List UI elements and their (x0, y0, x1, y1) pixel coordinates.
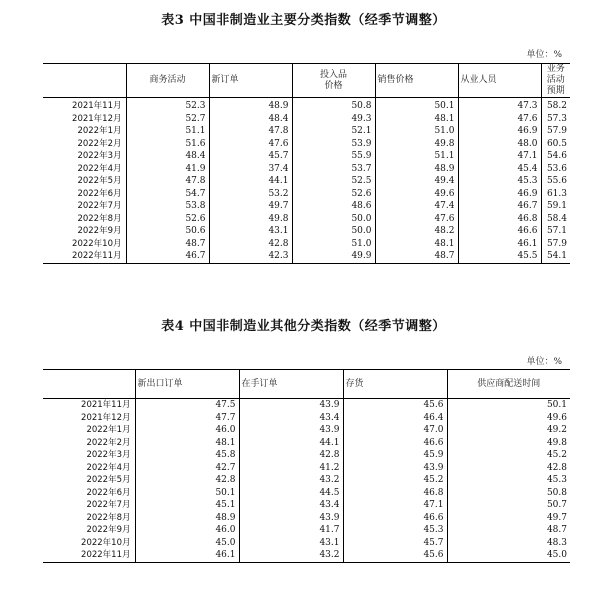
table-row (43, 98, 570, 113)
cell-value: 54.7 (126, 188, 209, 201)
cell-value: 47.8 (126, 175, 209, 188)
table4-col-header-4: 供应商配送时间 (447, 370, 570, 399)
row-month-label: 2022年1月 (77, 126, 122, 136)
cell-value: 45.6 (343, 399, 447, 412)
row-month-label: 2022年3月 (77, 151, 122, 161)
cell-value: 46.6 (343, 437, 447, 450)
cell-value: 52.7 (126, 113, 209, 126)
cell-value: 46.7 (458, 200, 541, 213)
table3-col-header-5: 从业人员 (458, 64, 541, 98)
row-month-label: 2022年11月 (81, 550, 131, 560)
cell-value: 42.8 (209, 238, 292, 251)
cell-value: 52.1 (292, 125, 375, 138)
cell-value: 44.1 (209, 175, 292, 188)
cell-value: 43.9 (239, 424, 343, 437)
cell-value: 52.6 (292, 188, 375, 201)
cell-value: 58.4 (541, 213, 570, 226)
cell-value: 48.1 (375, 113, 458, 126)
row-month-label: 2022年1月 (86, 425, 131, 435)
cell-value: 60.5 (541, 138, 570, 151)
cell-value: 47.7 (135, 412, 239, 425)
cell-value: 48.9 (209, 98, 292, 113)
table-row (43, 163, 570, 176)
cell-value: 55.9 (292, 150, 375, 163)
cell-value: 48.4 (126, 150, 209, 163)
cell-value: 49.8 (375, 138, 458, 151)
table4-title: 表4 中国非制造业其他分类指数（经季节调整） (161, 319, 446, 334)
cell-value: 46.6 (458, 225, 541, 238)
table3-unit: 单位：% (526, 50, 562, 60)
cell-value: 45.7 (343, 537, 447, 550)
cell-value: 46.8 (458, 213, 541, 226)
cell-value: 45.1 (135, 499, 239, 512)
cell-value: 49.6 (375, 188, 458, 201)
table3-col-header-0 (43, 64, 126, 98)
cell-value: 43.9 (343, 462, 447, 475)
cell-value: 46.0 (135, 524, 239, 537)
cell-value: 50.0 (292, 213, 375, 226)
cell-value: 41.2 (239, 462, 343, 475)
row-month-label: 2022年6月 (77, 188, 122, 199)
table3-body (43, 98, 570, 264)
cell-value: 46.1 (135, 549, 239, 562)
table4-body (43, 399, 570, 563)
cell-value: 45.0 (135, 537, 239, 550)
cell-value: 47.3 (458, 98, 541, 113)
cell-value: 46.9 (458, 125, 541, 138)
cell-value: 47.1 (458, 150, 541, 163)
cell-value: 49.7 (209, 200, 292, 213)
cell-value: 42.7 (135, 462, 239, 475)
cell-value: 45.7 (209, 150, 292, 163)
table-row (43, 487, 570, 500)
row-month-label: 2022年10月 (81, 537, 131, 548)
cell-value: 48.7 (375, 250, 458, 263)
cell-value: 52.6 (126, 213, 209, 226)
row-month-label: 2022年9月 (77, 226, 122, 236)
cell-value: 49.7 (447, 512, 570, 525)
row-month-label: 2022年9月 (86, 525, 131, 535)
cell-value: 48.3 (447, 537, 570, 550)
cell-value: 43.1 (239, 537, 343, 550)
cell-value: 52.3 (126, 98, 209, 113)
cell-value: 53.2 (209, 188, 292, 201)
table3-header (43, 64, 570, 98)
cell-value: 48.0 (458, 138, 541, 151)
table-row (43, 474, 570, 487)
table-row (43, 462, 570, 475)
cell-value: 51.0 (375, 125, 458, 138)
cell-value: 50.1 (447, 399, 570, 412)
cell-value: 46.1 (458, 238, 541, 251)
cell-value: 43.4 (239, 412, 343, 425)
cell-value: 57.3 (541, 113, 570, 126)
cell-value: 52.5 (292, 175, 375, 188)
cell-value: 44.5 (239, 487, 343, 500)
table-row (43, 524, 570, 537)
cell-value: 43.2 (239, 474, 343, 487)
cell-value: 41.9 (126, 163, 209, 176)
table3-title: 表3 中国非制造业主要分类指数（经季节调整） (161, 13, 446, 28)
cell-value: 49.2 (447, 424, 570, 437)
table-row (43, 250, 570, 263)
table-row (43, 113, 570, 126)
cell-value: 53.7 (292, 163, 375, 176)
cell-value: 47.5 (135, 399, 239, 412)
cell-value: 45.3 (447, 474, 570, 487)
cell-value: 51.1 (375, 150, 458, 163)
cell-value: 47.6 (209, 138, 292, 151)
table-row (43, 449, 570, 462)
row-month-label: 2022年6月 (86, 487, 131, 498)
cell-value: 46.4 (343, 412, 447, 425)
cell-value: 49.9 (292, 250, 375, 263)
row-month-label: 2022年5月 (86, 475, 131, 485)
cell-value: 46.6 (343, 512, 447, 525)
cell-value: 43.4 (239, 499, 343, 512)
cell-value: 45.9 (343, 449, 447, 462)
cell-value: 49.3 (292, 113, 375, 126)
cell-value: 50.1 (135, 487, 239, 500)
table3-col-header-6: 业务活动 预期 (541, 64, 570, 98)
cell-value: 42.3 (209, 250, 292, 263)
cell-value: 55.6 (541, 175, 570, 188)
cell-value: 43.9 (239, 512, 343, 525)
cell-value: 48.7 (447, 524, 570, 537)
cell-value: 45.2 (447, 449, 570, 462)
table-row (43, 512, 570, 525)
row-month-label: 2021年12月 (81, 412, 131, 423)
row-month-label: 2022年2月 (86, 437, 131, 448)
cell-value: 48.6 (292, 200, 375, 213)
table4-header (43, 370, 570, 399)
cell-value: 49.4 (375, 175, 458, 188)
cell-value: 50.6 (126, 225, 209, 238)
row-month-label: 2022年4月 (77, 163, 122, 174)
table-row (43, 499, 570, 512)
cell-value: 54.1 (541, 250, 570, 263)
cell-value: 46.9 (458, 188, 541, 201)
table-row (43, 424, 570, 437)
cell-value: 51.6 (126, 138, 209, 151)
table4-col-header-0 (43, 370, 135, 399)
cell-value: 46.0 (135, 424, 239, 437)
cell-value: 47.8 (209, 125, 292, 138)
row-month-label: 2022年4月 (86, 462, 131, 473)
table-row (43, 537, 570, 550)
cell-value: 48.4 (209, 113, 292, 126)
cell-value: 53.6 (541, 163, 570, 176)
cell-value: 57.1 (541, 225, 570, 238)
cell-value: 45.0 (447, 549, 570, 562)
cell-value: 59.1 (541, 200, 570, 213)
table-row (43, 175, 570, 188)
table-row (43, 437, 570, 450)
table4-unit: 单位：% (526, 357, 562, 367)
cell-value: 51.1 (126, 125, 209, 138)
cell-value: 41.7 (239, 524, 343, 537)
cell-value: 47.1 (343, 499, 447, 512)
table3-col-header-2: 新订单 (209, 64, 292, 98)
cell-value: 57.9 (541, 238, 570, 251)
cell-value: 50.8 (292, 98, 375, 113)
row-month-label: 2022年8月 (86, 512, 131, 523)
cell-value: 48.1 (135, 437, 239, 450)
cell-value: 53.8 (126, 200, 209, 213)
cell-value: 43.1 (209, 225, 292, 238)
cell-value: 50.8 (447, 487, 570, 500)
table-row (43, 213, 570, 226)
table3-col-header-1: 商务活动 (126, 64, 209, 98)
row-month-label: 2021年11月 (81, 400, 131, 410)
cell-value: 47.4 (375, 200, 458, 213)
cell-value: 61.3 (541, 188, 570, 201)
cell-value: 53.9 (292, 138, 375, 151)
table-row (43, 125, 570, 138)
cell-value: 45.6 (343, 549, 447, 562)
cell-value: 45.3 (458, 175, 541, 188)
cell-value: 48.9 (135, 512, 239, 525)
row-month-label: 2022年2月 (77, 138, 122, 149)
cell-value: 49.6 (447, 412, 570, 425)
table4-col-header-3: 存货 (343, 370, 447, 399)
cell-value: 42.8 (239, 449, 343, 462)
cell-value: 47.0 (343, 424, 447, 437)
row-month-label: 2022年5月 (77, 176, 122, 186)
cell-value: 47.6 (375, 213, 458, 226)
table-row (43, 399, 570, 412)
cell-value: 46.8 (343, 487, 447, 500)
table-row (43, 138, 570, 151)
row-month-label: 2021年11月 (72, 101, 122, 111)
cell-value: 46.7 (126, 250, 209, 263)
row-month-label: 2022年3月 (86, 450, 131, 460)
cell-value: 45.3 (343, 524, 447, 537)
cell-value: 43.9 (239, 399, 343, 412)
table-row (43, 549, 570, 562)
cell-value: 50.1 (375, 98, 458, 113)
cell-value: 50.7 (447, 499, 570, 512)
cell-value: 47.6 (458, 113, 541, 126)
cell-value: 45.5 (458, 250, 541, 263)
row-month-label: 2022年7月 (77, 201, 122, 211)
cell-value: 45.4 (458, 163, 541, 176)
cell-value: 50.0 (292, 225, 375, 238)
row-month-label: 2021年12月 (72, 113, 122, 124)
table4-col-header-1: 新出口订单 (135, 370, 239, 399)
table3 (43, 63, 570, 264)
table-row (43, 200, 570, 213)
cell-value: 44.1 (239, 437, 343, 450)
cell-value: 49.8 (209, 213, 292, 226)
cell-value: 48.1 (375, 238, 458, 251)
table-row (43, 238, 570, 251)
cell-value: 48.9 (375, 163, 458, 176)
table-row (43, 225, 570, 238)
cell-value: 43.2 (239, 549, 343, 562)
cell-value: 49.8 (447, 437, 570, 450)
cell-value: 45.2 (343, 474, 447, 487)
table-row (43, 150, 570, 163)
cell-value: 54.6 (541, 150, 570, 163)
table4 (43, 369, 570, 563)
row-month-label: 2022年8月 (77, 213, 122, 224)
table3-col-header-4: 销售价格 (375, 64, 458, 98)
cell-value: 48.2 (375, 225, 458, 238)
cell-value: 57.9 (541, 125, 570, 138)
row-month-label: 2022年7月 (86, 500, 131, 510)
table3-col-header-3: 投入品 价格 (292, 64, 375, 98)
cell-value: 45.8 (135, 449, 239, 462)
cell-value: 48.7 (126, 238, 209, 251)
table-row (43, 412, 570, 425)
cell-value: 58.2 (541, 98, 570, 113)
cell-value: 51.0 (292, 238, 375, 251)
cell-value: 37.4 (209, 163, 292, 176)
row-month-label: 2022年10月 (72, 238, 122, 249)
table-row (43, 188, 570, 201)
row-month-label: 2022年11月 (72, 251, 122, 261)
cell-value: 42.8 (447, 462, 570, 475)
table4-col-header-2: 在手订单 (239, 370, 343, 399)
cell-value: 42.8 (135, 474, 239, 487)
